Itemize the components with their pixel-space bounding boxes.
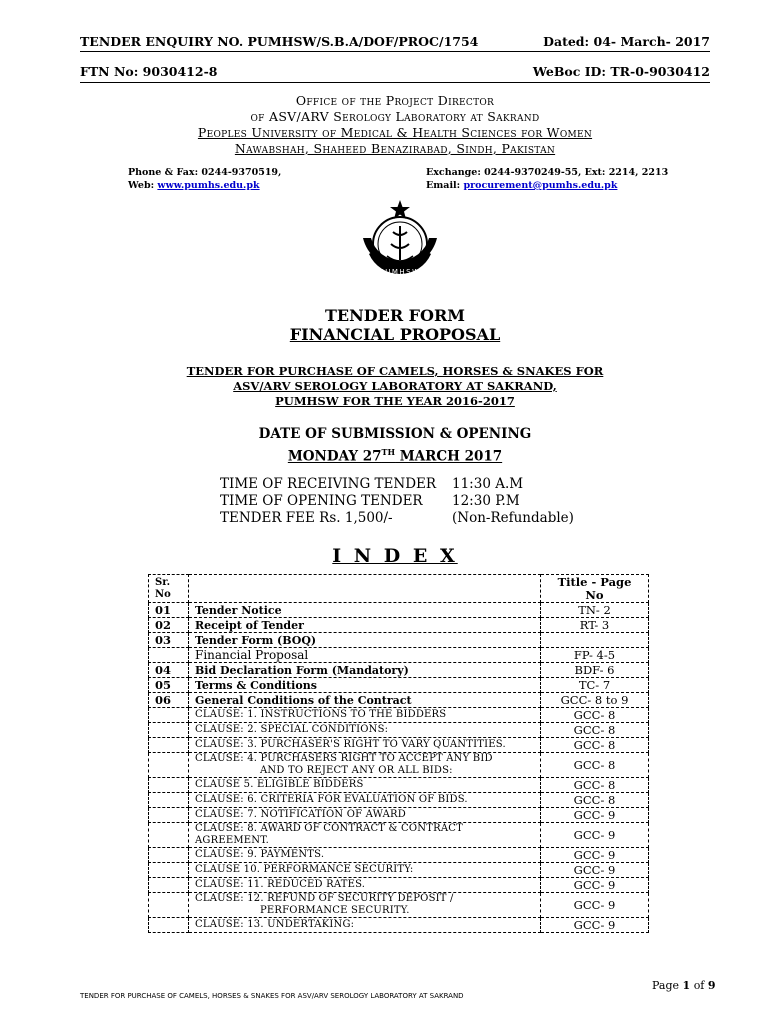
- header-rule-1: [80, 51, 710, 52]
- header-row-2: [80, 64, 710, 79]
- index-page: TC- 7: [541, 678, 649, 693]
- index-row: [149, 738, 649, 753]
- index-row: [149, 708, 649, 723]
- index-sr: [149, 793, 189, 808]
- web-line: [128, 179, 281, 192]
- header-rule-2: [80, 82, 710, 83]
- index-page: GCC- 8: [541, 778, 649, 793]
- index-title: Receipt of Tender: [189, 618, 541, 633]
- index-page: BDF- 6: [541, 663, 649, 678]
- index-sr: 05: [149, 678, 189, 693]
- index-page: GCC- 8: [541, 753, 649, 778]
- index-page: [541, 633, 649, 648]
- col-title-header: [189, 575, 541, 603]
- index-row: [149, 648, 649, 663]
- index-row: [149, 878, 649, 893]
- index-title: CLAUSE: 2. SPECIAL CONDITIONS:: [189, 723, 541, 738]
- index-title: I N D E X: [332, 545, 458, 567]
- index-title: Financial Proposal: [189, 648, 541, 663]
- office-line-1: Office of the Project Director: [295, 93, 495, 108]
- index-table: [148, 574, 649, 933]
- index-title: CLAUSE: 11. REDUCED RATES.: [189, 878, 541, 893]
- index-row: [149, 918, 649, 933]
- index-page: GCC- 8: [541, 708, 649, 723]
- index-title: CLAUSE: 8. AWARD OF CONTRACT & CONTRACT AGREEMENT.: [189, 823, 541, 848]
- exchange-numbers: Exchange: 0244-9370249-55, Ext: 2214, 2213: [426, 167, 669, 178]
- index-title: CLAUSE: 1. INSTRUCTIONS TO THE BIDDERS: [189, 708, 541, 723]
- index-title: Terms & Conditions: [189, 678, 541, 693]
- index-sr: [149, 738, 189, 753]
- purpose-line-1: TENDER FOR PURCHASE OF CAMELS, HORSES & SNAKES FOR: [186, 364, 604, 378]
- index-title: Tender Form (BOQ): [189, 633, 541, 648]
- index-row: [149, 693, 649, 708]
- tender-enquiry-number: TENDER ENQUIRY NO. PUMHSW/S.B.A/DOF/PROC/1754: [80, 34, 479, 49]
- office-line-4: Nawabshah, Shaheed Benazirabad, Sindh, Pakistan: [234, 141, 556, 156]
- index-page: GCC- 9: [541, 808, 649, 823]
- index-title: CLAUSE: 7. NOTIFICATION OF AWARD: [189, 808, 541, 823]
- index-sr: [149, 878, 189, 893]
- index-sr: 01: [149, 603, 189, 618]
- form-subtitle: FINANCIAL PROPOSAL: [289, 325, 501, 344]
- index-page: GCC- 9: [541, 823, 649, 848]
- email-link[interactable]: procurement@pumhs.edu.pk: [463, 180, 618, 191]
- index-page: GCC- 9: [541, 878, 649, 893]
- index-row: [149, 618, 649, 633]
- submission-date: MONDAY 27TH MARCH 2017: [287, 447, 503, 465]
- index-row: [149, 863, 649, 878]
- index-sr: [149, 708, 189, 723]
- index-row: [149, 633, 649, 648]
- index-sr: [149, 918, 189, 933]
- index-page: RT- 3: [541, 618, 649, 633]
- index-row: [149, 823, 649, 848]
- index-sr: [149, 893, 189, 918]
- submission-block: [80, 425, 710, 466]
- col-sr-header: Sr. No: [149, 575, 189, 603]
- office-line-3: Peoples University of Medical & Health Sciences for Women: [197, 125, 593, 140]
- index-sr: [149, 778, 189, 793]
- index-header-row: [149, 575, 649, 603]
- index-page: TN- 2: [541, 603, 649, 618]
- contact-right: [426, 166, 668, 192]
- index-page: GCC- 9: [541, 848, 649, 863]
- index-title: Bid Declaration Form (Mandatory): [189, 663, 541, 678]
- index-row: [149, 603, 649, 618]
- index-row: [149, 893, 649, 918]
- index-sr: 03: [149, 633, 189, 648]
- index-row: [149, 753, 649, 778]
- web-link[interactable]: www.pumhs.edu.pk: [157, 180, 260, 191]
- seal-text: PUMHSW: [379, 268, 421, 276]
- index-page: GCC- 9: [541, 918, 649, 933]
- index-sr: [149, 848, 189, 863]
- email-line: [426, 179, 668, 192]
- index-page: GCC- 8 to 9: [541, 693, 649, 708]
- index-title: CLAUSE: 12. REFUND OF SECURITY DEPOSIT / PERFORMANCE SECURITY.: [189, 893, 541, 918]
- index-title: CLAUSE: 4. PURCHASERS RIGHT TO ACCEPT ANY BID AND TO REJECT ANY OR ALL BIDS:: [189, 753, 541, 778]
- index-sr: 02: [149, 618, 189, 633]
- index-sr: [149, 723, 189, 738]
- form-title-block: [80, 306, 710, 344]
- phone-fax: Phone & Fax: 0244-9370519,: [128, 167, 282, 178]
- index-page: FP- 4-5: [541, 648, 649, 663]
- index-title: CLAUSE: 3. PURCHASER'S RIGHT TO VARY QUANTITIES.: [189, 738, 541, 753]
- index-page: GCC- 8: [541, 738, 649, 753]
- email-label: Email:: [426, 180, 461, 191]
- index-row: [149, 778, 649, 793]
- index-title: Tender Notice: [189, 603, 541, 618]
- header-row-1: [80, 34, 710, 49]
- university-seal-icon: [355, 198, 445, 286]
- index-row: [149, 663, 649, 678]
- index-sr: 06: [149, 693, 189, 708]
- index-sr: [149, 753, 189, 778]
- index-title: CLAUSE: 9. PAYMENTS.: [189, 848, 541, 863]
- index-page: GCC- 8: [541, 793, 649, 808]
- time-row: TIME OF RECEIVING TENDER 11:30 A.M: [220, 476, 524, 492]
- index-title: CLAUSE: 13. UNDERTAKING:: [189, 918, 541, 933]
- index-title: CLAUSE: 6. CRITERIA FOR EVALUATION OF BIDS.: [189, 793, 541, 808]
- col-page-header: Title - Page No: [541, 575, 649, 603]
- index-page: GCC- 8: [541, 723, 649, 738]
- form-title: TENDER FORM: [325, 306, 465, 325]
- index-row: [149, 848, 649, 863]
- purpose-line-3: PUMHSW FOR THE YEAR 2016-2017: [275, 394, 515, 408]
- office-line-2: of ASV/ARV Serology Laboratory at Sakrand: [250, 109, 540, 124]
- submission-title: DATE OF SUBMISSION & OPENING: [258, 426, 532, 442]
- index-row: [149, 793, 649, 808]
- index-title: CLAUSE 5. ELIGIBLE BIDDERS: [189, 778, 541, 793]
- purpose-line-2: ASV/ARV SEROLOGY LABORATORY AT SAKRAND,: [233, 379, 557, 393]
- time-row: TIME OF OPENING TENDER 12:30 P.M: [220, 493, 520, 509]
- ftn-number: FTN No: 9030412-8: [80, 64, 218, 79]
- index-sr: [149, 863, 189, 878]
- index-page: GCC- 9: [541, 893, 649, 918]
- index-row: [149, 678, 649, 693]
- weboc-id: WeBoc ID: TR-0-9030412: [532, 64, 710, 79]
- index-title: CLAUSE 10. PERFORMANCE SECURITY:: [189, 863, 541, 878]
- web-label: Web:: [128, 180, 155, 191]
- index-sr: [149, 823, 189, 848]
- tender-purpose: [80, 364, 710, 409]
- index-title: General Conditions of the Contract: [189, 693, 541, 708]
- footer-text: TENDER FOR PURCHASE OF CAMELS, HORSES & SNAKES FOR ASV/ARV SEROLOGY LABORATORY AT SAKRAND: [80, 992, 464, 1000]
- office-address: [80, 93, 710, 157]
- time-row: TENDER FEE Rs. 1,500/- (Non-Refundable): [220, 510, 574, 526]
- index-page: GCC- 9: [541, 863, 649, 878]
- tender-date: Dated: 04- March- 2017: [543, 34, 710, 49]
- index-row: [149, 723, 649, 738]
- index-sr: [149, 808, 189, 823]
- page-number: Page 1 of 9: [652, 979, 716, 992]
- tender-times: [220, 476, 574, 527]
- index-sr: [149, 648, 189, 663]
- contact-left: [128, 166, 281, 192]
- index-row: [149, 808, 649, 823]
- index-sr: 04: [149, 663, 189, 678]
